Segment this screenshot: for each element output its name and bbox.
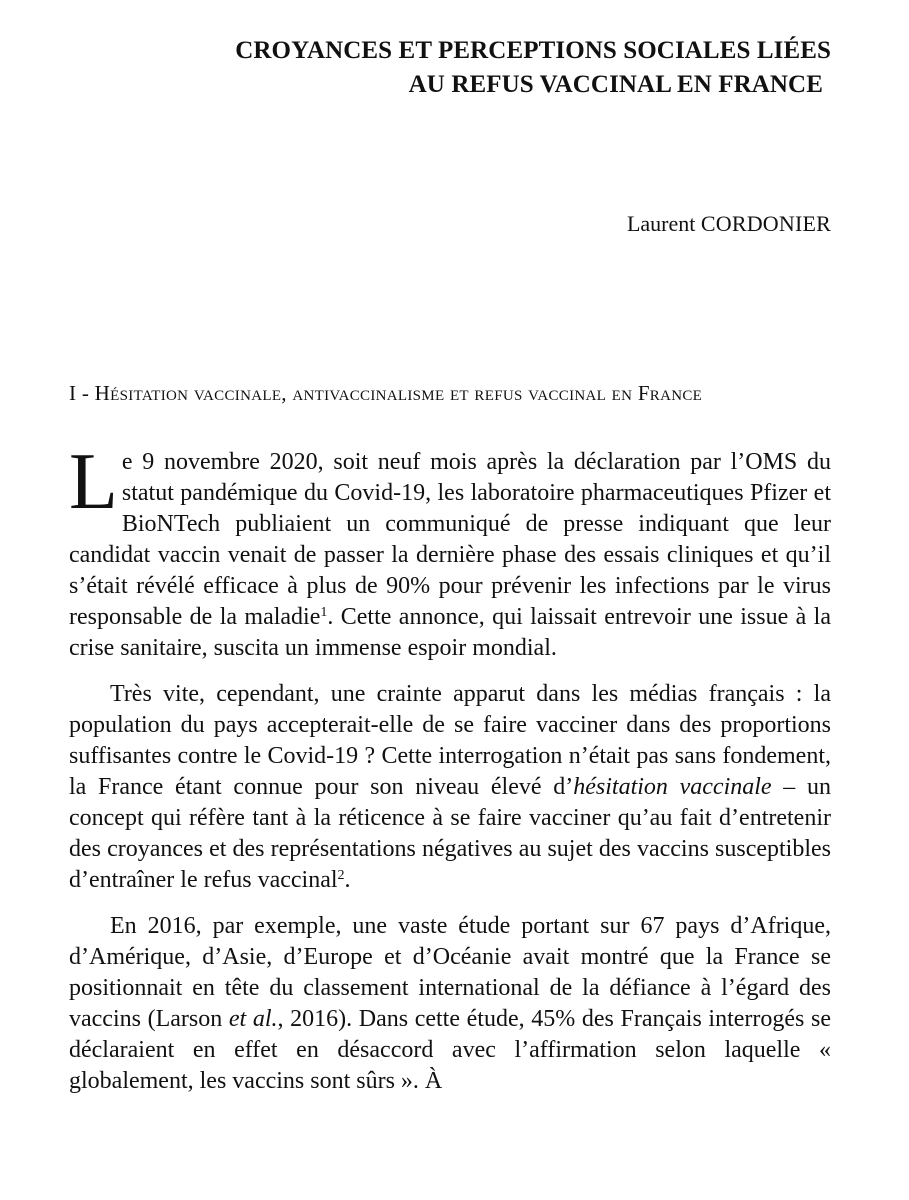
- paragraph-2-emphasis: hésitation vaccinale: [573, 774, 772, 800]
- author-surname: CORDONIER: [700, 211, 831, 236]
- title-line-2: AU REFUS VACCINAL EN FRANCE: [408, 71, 823, 98]
- paragraph-2-text-end: .: [344, 867, 351, 893]
- paragraph-3: [69, 911, 831, 1097]
- section-heading: I - Hésitation vaccinale, antivaccinalisme et refus vaccinal en France: [69, 381, 703, 405]
- paragraph-3-emphasis: et al.: [228, 1006, 278, 1032]
- paragraph-2-text: Très vite, cependant, une crainte apparut dans les médias français : la population du pays accepterait-elle de se faire vacciner dans des proportions suffisantes contre le Covid-19 ? Cette interrogation n’était pas sans fondement, la France étant connue pour son niveau élevé d’: [69, 681, 831, 800]
- document-title: [235, 34, 831, 102]
- author-first-name: Laurent: [626, 211, 696, 236]
- paragraph-2-text-continued: – un concept qui réfère tant à la réticence à se faire vacciner qu’au fait d’entretenir des croyances et des représentations négatives au sujet des vaccins susceptibles d’entraîner le refus vaccinal: [69, 774, 831, 893]
- paragraph-2: [69, 679, 831, 896]
- footnote-marker-2[interactable]: 2: [337, 868, 345, 883]
- body-text: [69, 438, 831, 1112]
- paragraph-1-text-end: . Cette annonce, qui laissait entrevoir une issue à la crise sanitaire, suscita un immense espoir mondial.: [69, 604, 831, 661]
- paragraph-3-text: En 2016, par exemple, une vaste étude portant sur 67 pays d’Afrique, d’Amérique, d’Asie, d’Europe et d’Océanie avait montré que la France se positionnait en tête du classement international de la défiance à l’égard des vaccins (Larson: [69, 913, 831, 1032]
- paragraph-3-text-end: , 2016). Dans cette étude, 45% des Français interrogés se déclaraient en effet en désaccord avec l’affirmation selon laquelle « globalement, les vaccins sont sûrs ». À: [69, 1006, 831, 1094]
- paragraph-1-text: e 9 novembre 2020, soit neuf mois après la déclaration par l’OMS du statut pandémique du Covid-19, les laboratoire pharmaceutiques Pfizer et BioNTech publiaient un communiqué de presse indiquant que leur candidat vaccin venait de passer la dernière phase des essais cliniques et qu’il s’était révélé efficace à plus de 90% pour prévenir les infections par le virus responsable de la maladie: [69, 449, 831, 630]
- drop-cap: L: [69, 438, 118, 526]
- paragraph-1: [69, 438, 831, 664]
- author-name: [627, 209, 831, 239]
- title-line-1: CROYANCES ET PERCEPTIONS SOCIALES LIÉES: [235, 37, 831, 64]
- footnote-marker-1[interactable]: 1: [320, 605, 328, 620]
